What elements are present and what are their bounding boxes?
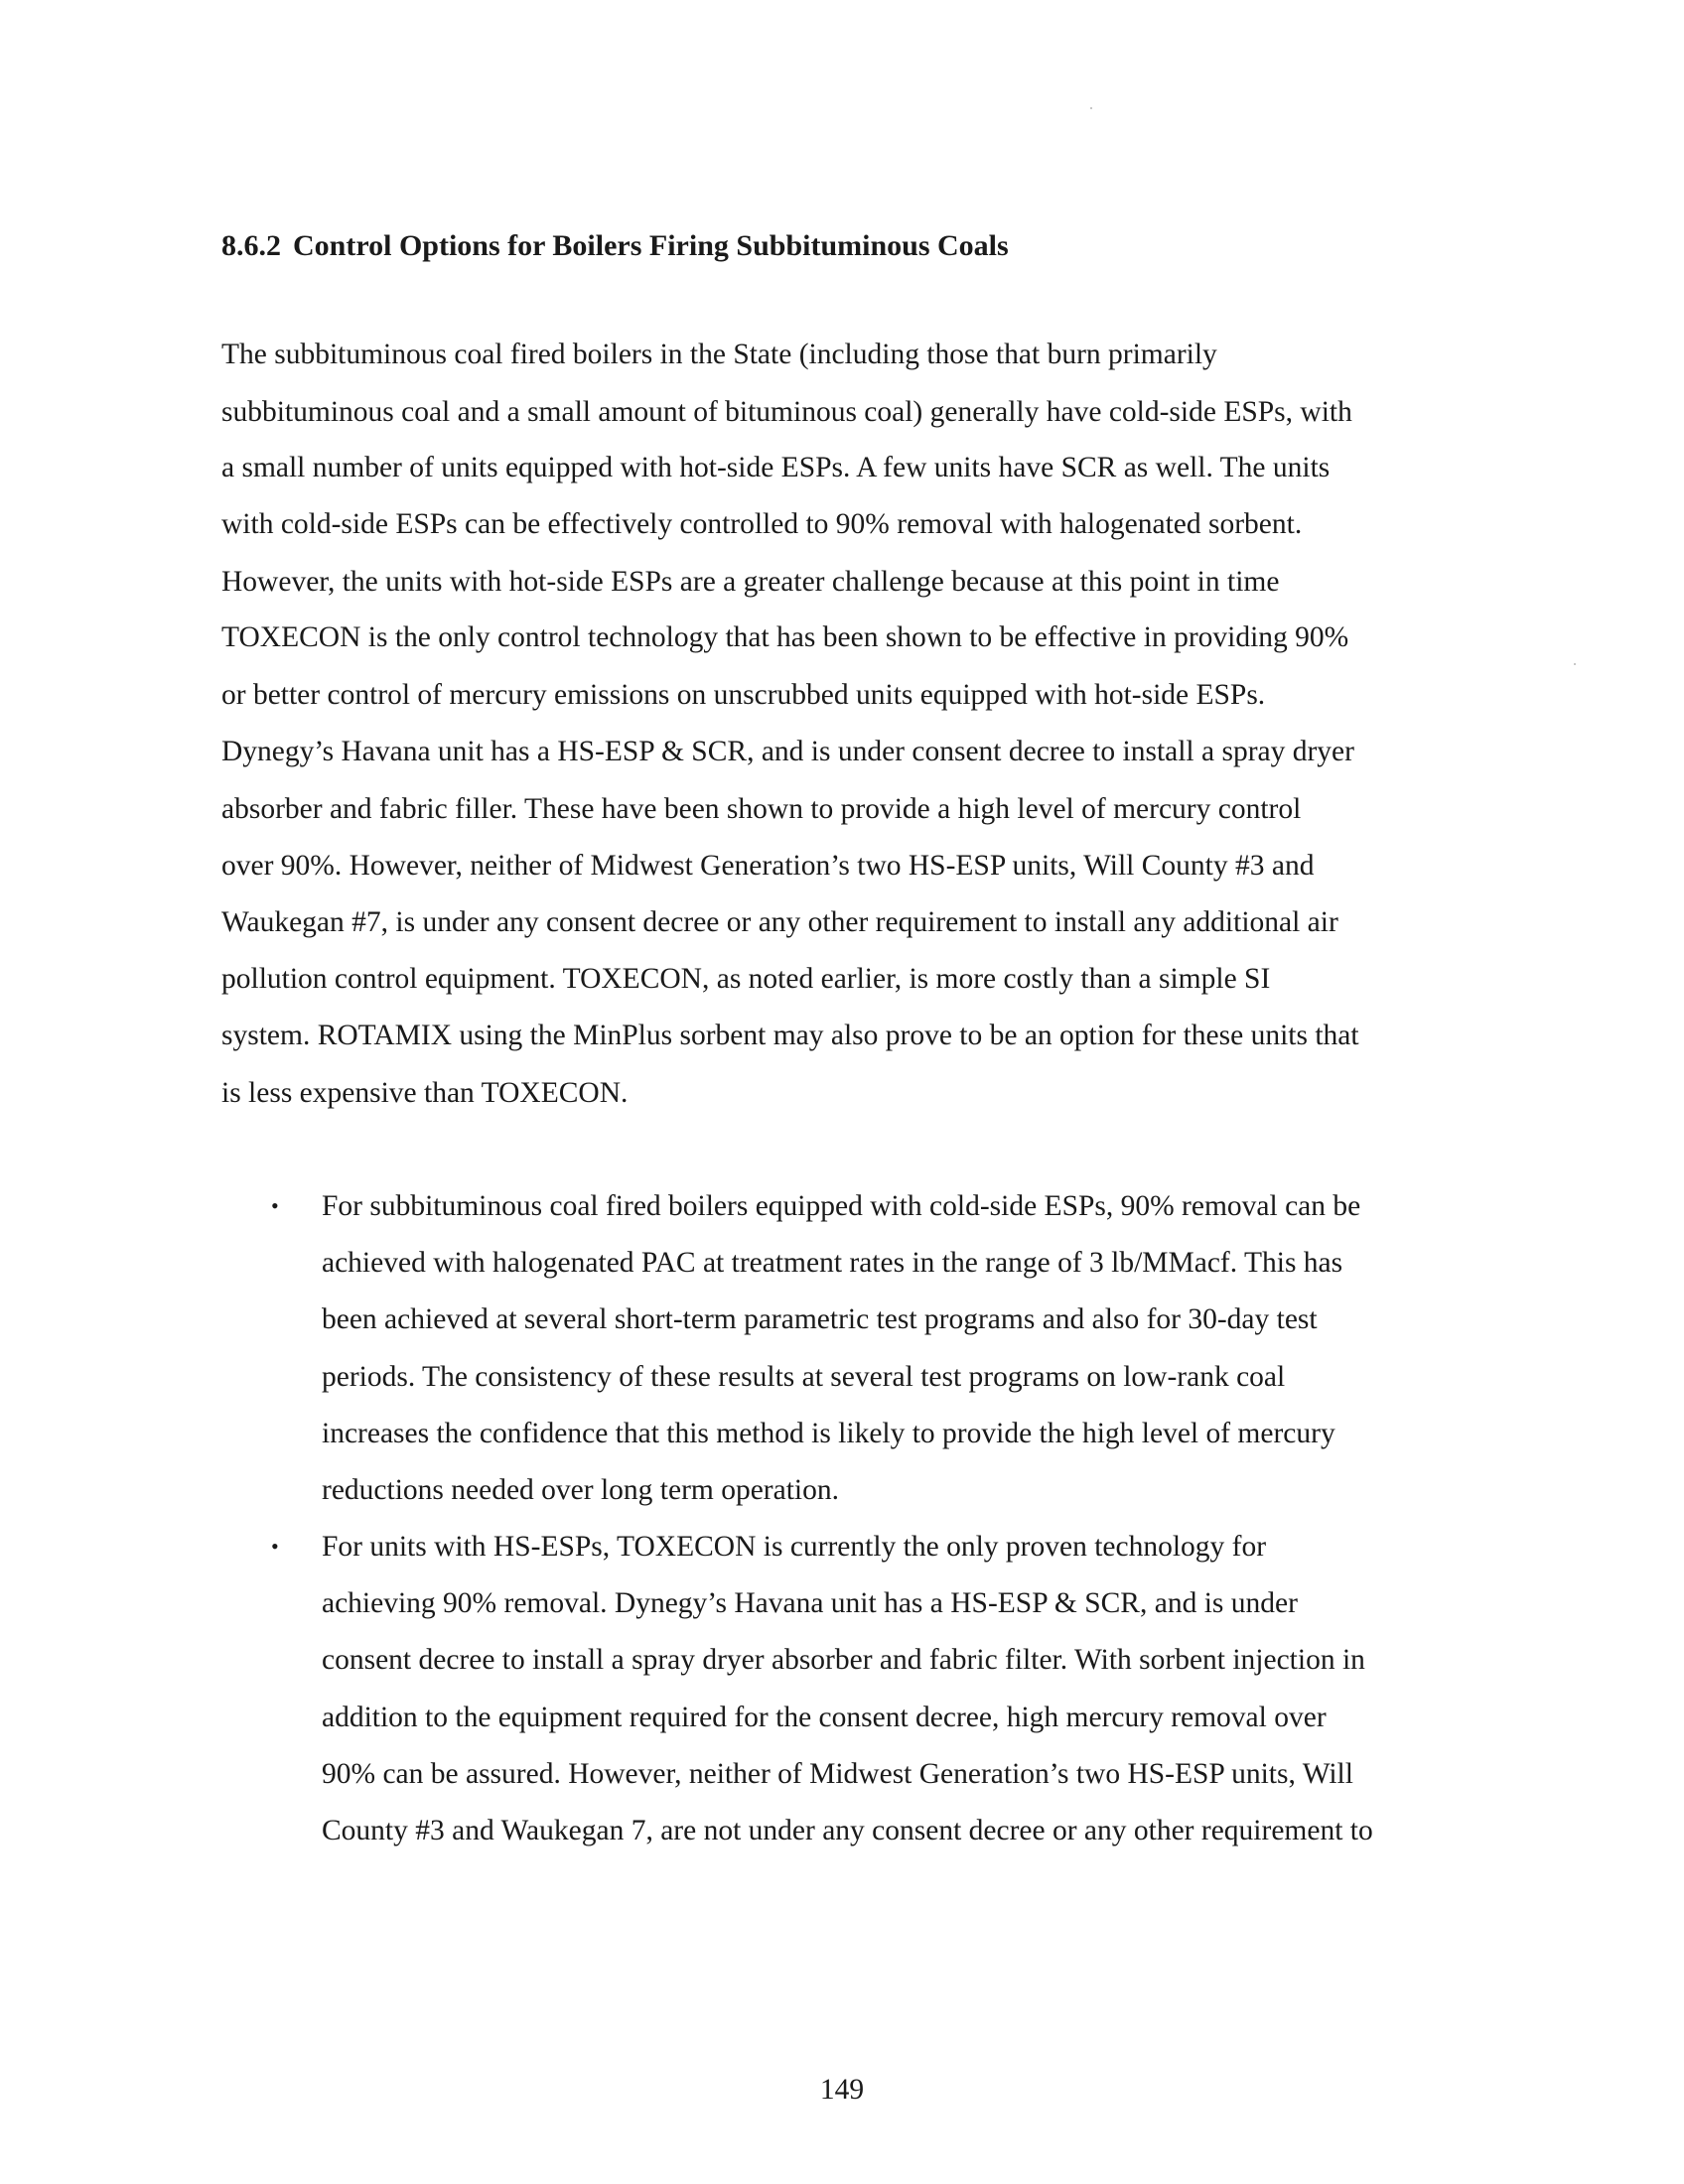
- bullet-line: periods. The consistency of these results at several test programs on low-rank coal: [322, 1361, 1286, 1393]
- scan-speck: [1090, 107, 1092, 109]
- paragraph-line: is less expensive than TOXECON.: [221, 1077, 629, 1109]
- bullet-marker: •: [271, 1534, 279, 1559]
- paragraph-line: However, the units with hot-side ESPs are a greater challenge because at this point in time: [221, 566, 1280, 598]
- section-number: 8.6.2: [221, 229, 281, 262]
- paragraph-line: a small number of units equipped with hot-side ESPs. A few units have SCR as well. The units: [221, 452, 1331, 483]
- bullet-line: 90% can be assured. However, neither of Midwest Generation’s two HS-ESP units, Will: [322, 1758, 1353, 1790]
- bullet-line: addition to the equipment required for the consent decree, high mercury removal over: [322, 1702, 1327, 1733]
- bullet-line: been achieved at several short-term parametric test programs and also for 30-day test: [322, 1303, 1318, 1335]
- paragraph-line: Waukegan #7, is under any consent decree or any other requirement to install any additional air: [221, 906, 1338, 938]
- scan-speck: [1574, 663, 1576, 665]
- bullet-line: achieving 90% removal. Dynegy’s Havana unit has a HS-ESP & SCR, and is under: [322, 1587, 1298, 1619]
- bullet-line: For subbituminous coal fired boilers equipped with cold-side ESPs, 90% removal can be: [322, 1190, 1361, 1222]
- section-title: Control Options for Boilers Firing Subbituminous Coals: [293, 229, 1009, 262]
- paragraph-line: subbituminous coal and a small amount of bituminous coal) generally have cold-side ESPs, with: [221, 396, 1352, 428]
- bullet-line: reductions needed over long term operation.: [322, 1474, 839, 1506]
- paragraph-line: or better control of mercury emissions on unscrubbed units equipped with hot-side ESPs.: [221, 679, 1266, 711]
- paragraph-line: over 90%. However, neither of Midwest Generation’s two HS-ESP units, Will County #3 and: [221, 850, 1315, 882]
- paragraph-line: system. ROTAMIX using the MinPlus sorbent may also prove to be an option for these units that: [221, 1020, 1359, 1051]
- bullet-line: increases the confidence that this method is likely to provide the high level of mercury: [322, 1418, 1335, 1449]
- paragraph-line: with cold-side ESPs can be effectively controlled to 90% removal with halogenated sorbent.: [221, 508, 1303, 540]
- bullet-marker: •: [271, 1193, 279, 1218]
- paragraph-line: TOXECON is the only control technology that has been shown to be effective in providing 90%: [221, 621, 1349, 653]
- paragraph-line: absorber and fabric filler. These have been shown to provide a high level of mercury control: [221, 793, 1302, 825]
- paragraph-line: The subbituminous coal fired boilers in the State (including those that burn primarily: [221, 339, 1217, 370]
- bullet-line: achieved with halogenated PAC at treatment rates in the range of 3 lb/MMacf. This has: [322, 1247, 1343, 1279]
- bullet-line: For units with HS-ESPs, TOXECON is currently the only proven technology for: [322, 1531, 1267, 1563]
- bullet-line: County #3 and Waukegan 7, are not under any consent decree or any other requirement to: [322, 1815, 1373, 1846]
- page-number: 149: [819, 2074, 865, 2106]
- bullet-line: consent decree to install a spray dryer absorber and fabric filter. With sorbent injection in: [322, 1644, 1365, 1676]
- paragraph-line: Dynegy’s Havana unit has a HS-ESP & SCR, and is under consent decree to install a spray dryer: [221, 736, 1354, 767]
- section-heading: [221, 226, 1009, 266]
- paragraph-line: pollution control equipment. TOXECON, as noted earlier, is more costly than a simple SI: [221, 963, 1271, 995]
